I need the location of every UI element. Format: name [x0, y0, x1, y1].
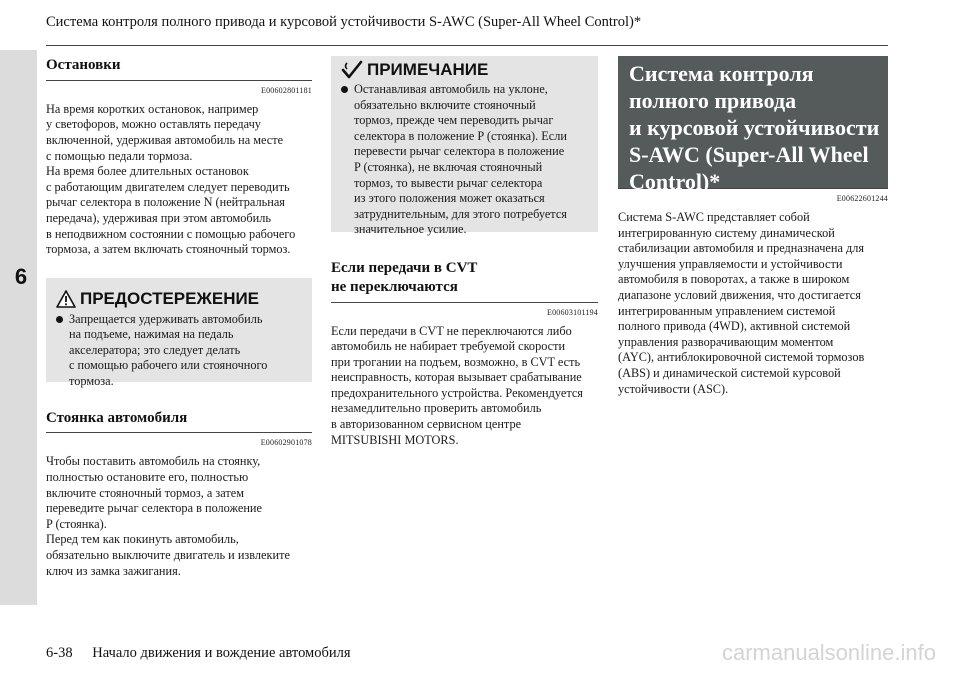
note-box-header — [341, 56, 590, 82]
text-line: передача), удерживая при этом автомобиль — [46, 210, 271, 225]
text-line: автомобиля в поворотах, а также в широком — [618, 272, 850, 287]
section-code-parking: E00602901078 — [260, 438, 312, 448]
text-line: тормоз, то вывести рычаг селектора — [354, 175, 543, 190]
bullet-icon — [56, 312, 69, 390]
text-line: в неподвижном состоянии с помощью рабочего — [46, 226, 296, 241]
text-line: значительное усилие. — [354, 222, 467, 237]
text-line: (ABS) и динамической системой курсовой — [618, 365, 841, 380]
text-line: в авторизованном сервисном центре — [331, 417, 522, 432]
text-line: у светофоров, можно оставлять передачу — [46, 117, 261, 132]
text-line: рычаг селектора в положение N (нейтральная — [46, 195, 285, 210]
bullet-icon — [341, 82, 354, 238]
text-line: P (стоянка). — [46, 516, 107, 531]
title-line: и курсовой устойчивости — [629, 115, 880, 140]
title-line: Control)* — [629, 169, 721, 194]
section-title-stops: Остановки — [46, 56, 312, 81]
text-line: улучшения управляемости и устойчивости — [618, 256, 843, 271]
text-line: Система S-AWC представляет собой — [618, 210, 810, 224]
text-line: полного привода (4WD), активной системой — [618, 319, 851, 334]
title-line: Система контроля — [629, 61, 814, 86]
section-body-stops — [46, 102, 312, 258]
chapter-side-strip — [0, 50, 37, 605]
text-line: интегрированную систему динамической — [618, 225, 835, 240]
text-line: предохранительного устройства. Рекомендуется — [331, 385, 583, 400]
note-check-icon — [341, 60, 363, 80]
text-line: затруднительным, для этого потребуется — [354, 206, 567, 221]
page-number: 6-38 — [46, 645, 73, 661]
text-line: обязательно включите стояночный — [354, 97, 536, 112]
section-code-sawc: E00622601244 — [836, 194, 888, 203]
text-line: P (стоянка), не включая стояночный — [354, 159, 543, 174]
text-line: включенной, удерживая автомобиль на месте — [46, 132, 284, 147]
text-line: неисправность, которая вызывает срабатывание — [331, 370, 582, 385]
warning-triangle-icon — [56, 290, 76, 308]
section-code-cvt: E00603101194 — [547, 307, 598, 317]
column-right — [618, 56, 888, 397]
text-line: Чтобы поставить автомобиль на стоянку, — [46, 454, 261, 469]
warning-item — [56, 312, 304, 390]
section-title-parking: Стоянка автомобиля — [46, 409, 312, 434]
text-line: Перед тем как покинуть автомобиль, — [46, 532, 239, 547]
text-line: стабилизации автомобиля и предназначена для — [618, 241, 865, 256]
column-left — [46, 56, 312, 579]
section-title-cvt — [331, 259, 598, 303]
text-line: ключ из замка зажигания. — [46, 563, 181, 578]
text-line: из этого положения может оказаться — [354, 191, 545, 206]
warning-box-title: ПРЕДОСТЕРЕЖЕНИЕ — [80, 288, 260, 308]
text-line: управления разворачивающим моментом — [618, 334, 834, 349]
page-footer — [46, 645, 351, 662]
text-line: На время коротких остановок, например — [46, 101, 259, 116]
title-line: S-AWC (Super-All Wheel — [629, 142, 869, 167]
note-box-title: ПРИМЕЧАНИЕ — [367, 60, 489, 79]
text-line: селектора в положение P (стоянка). Если — [354, 128, 567, 143]
warning-box-header — [56, 278, 304, 312]
text-line: с помощью рабочего или стояночного — [69, 358, 268, 373]
text-line: (AYC), антиблокировочной системой тормозов — [618, 350, 865, 365]
note-item — [341, 82, 590, 238]
title-line: не переключаются — [331, 278, 458, 295]
section-body-cvt — [331, 324, 598, 449]
title-line: полного привода — [629, 88, 797, 113]
text-line: автомобиль не набирает требуемой скорости — [331, 339, 566, 354]
text-line: обязательно выключите двигатель и извлеките — [46, 548, 290, 562]
text-line: с работающим двигателем следует переводить — [46, 179, 290, 194]
text-line: с помощью педали тормоза. — [46, 148, 193, 163]
text-line: при трогании на подъем, возможно, в CVT есть — [331, 354, 581, 369]
text-line: тормоза, а затем включать стояночный тормоз. — [46, 242, 291, 257]
section-body-parking — [46, 454, 312, 579]
text-line: включите стояночный тормоз, а затем — [46, 485, 245, 500]
note-box — [331, 56, 598, 237]
text-line: тормоза. — [69, 374, 114, 389]
header-rule — [46, 45, 888, 46]
text-line: тормоз, прежде чем переводить рычаг — [354, 113, 554, 128]
title-line: Если передачи в CVT — [331, 260, 478, 276]
text-line: Если передачи в CVT не переключаются либо — [331, 323, 572, 338]
text-line: устойчивости (ASC). — [618, 381, 729, 396]
section-title-sawc — [618, 56, 888, 194]
text-line: Запрещается удерживать автомобиль — [69, 311, 263, 326]
chapter-number: 6 — [14, 264, 28, 289]
column-middle — [331, 56, 598, 448]
text-line: переведите рычаг селектора в положение — [46, 501, 262, 516]
text-line: перевести рычаг селектора в положение — [354, 144, 565, 159]
text-line: акселератора; это следует делать — [69, 342, 241, 357]
watermark-text: carmanualsonline.info — [721, 640, 936, 665]
text-line: диапазоне условий движения, что достигается — [618, 287, 861, 302]
warning-box — [46, 278, 312, 389]
text-line: полностью остановите его, полностью — [46, 470, 249, 485]
running-header-title: Система контроля полного привода и курсовой устойчивости S-AWC (Super-All Wheel Control)* — [46, 14, 642, 30]
text-line: MITSUBISHI MOTORS. — [331, 432, 459, 447]
footer-section-title: Начало движения и вождение автомобиля — [92, 645, 351, 661]
section-body-sawc — [618, 210, 888, 397]
text-line: незамедлительно проверить автомобиль — [331, 401, 542, 416]
section-code-stops: E00602801181 — [261, 85, 312, 95]
text-line: интегрированным управлением системой — [618, 303, 836, 318]
text-line: на подъеме, нажимая на педаль — [69, 327, 234, 342]
text-line: На время более длительных остановок — [46, 164, 249, 179]
text-line: Останавливая автомобиль на уклоне, — [354, 82, 548, 96]
